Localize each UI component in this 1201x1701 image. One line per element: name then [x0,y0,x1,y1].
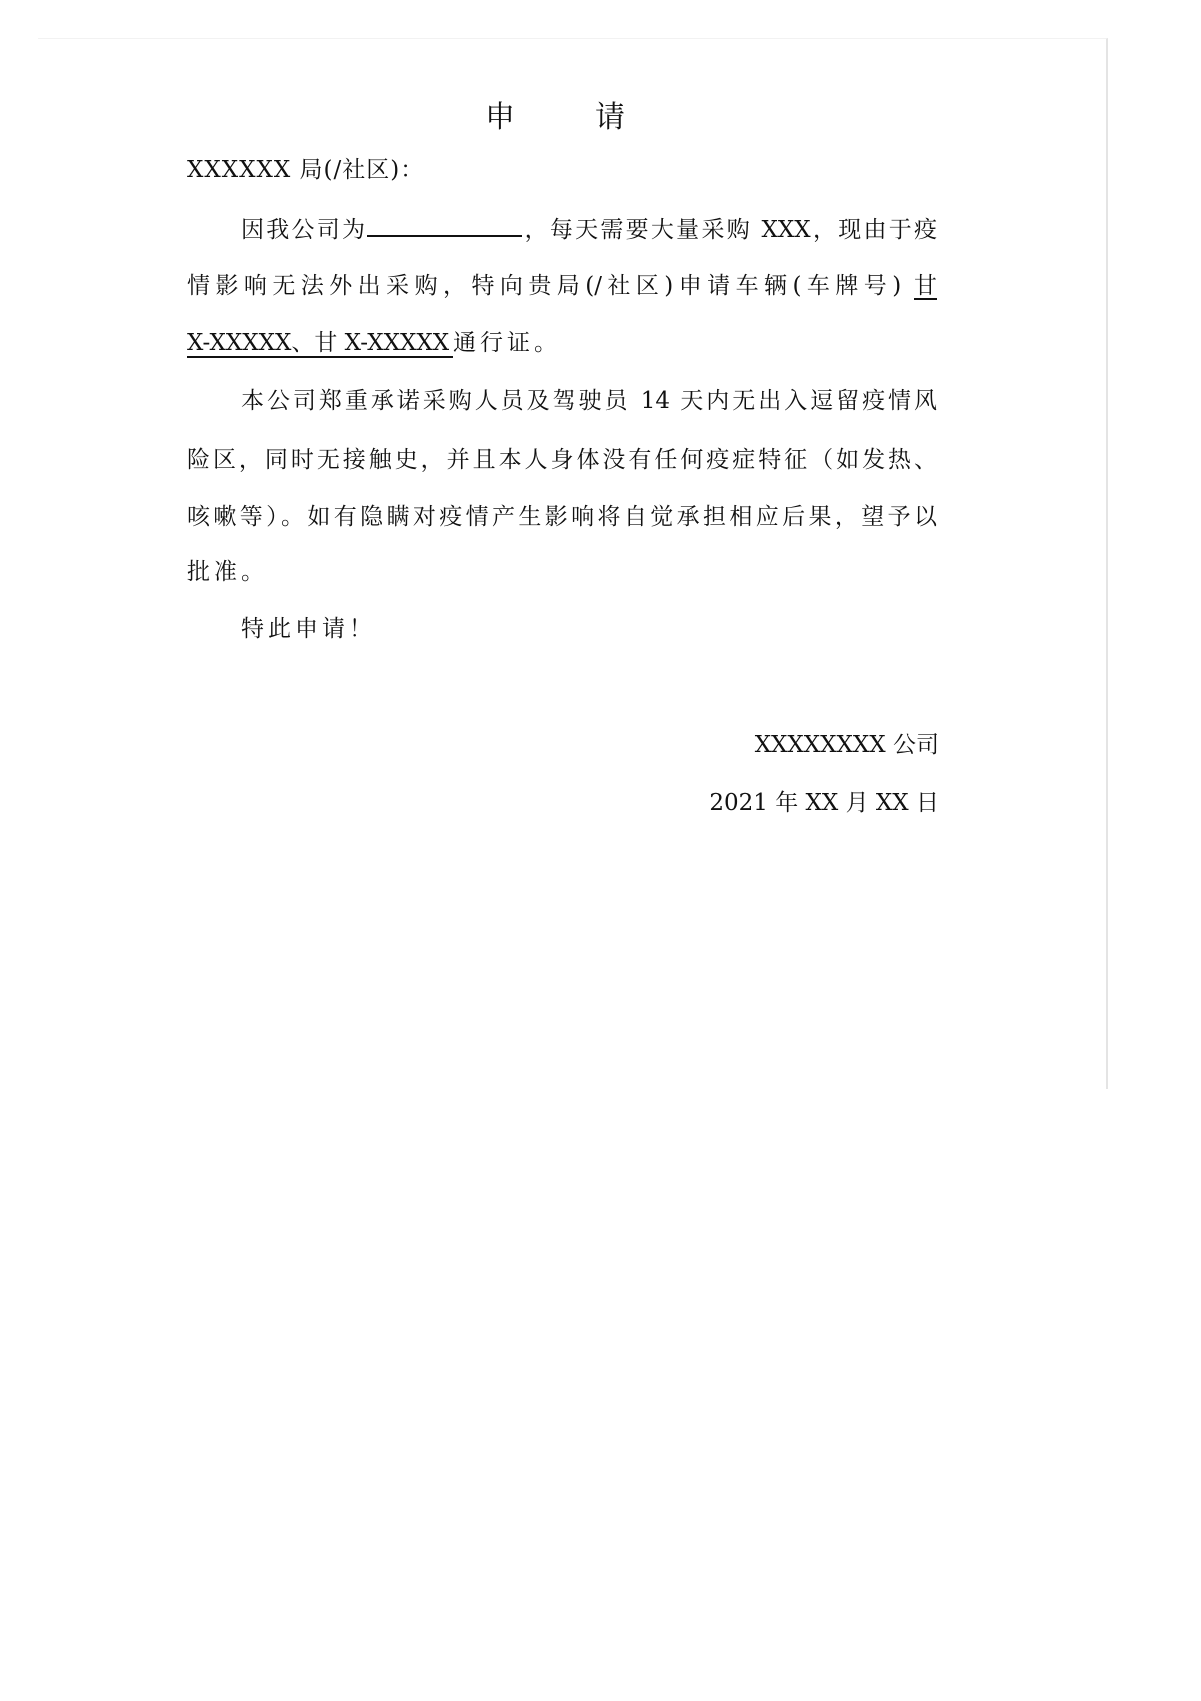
salutation: XXXXXX 局(/社区)： [187,157,425,183]
text: ，每天需要大量采购 XXX，现由于疫 [522,217,937,243]
plate-number: 甘 [914,273,937,299]
title-char: 申 [485,100,515,135]
document-title [0,92,1110,136]
closing: 特此申请！ [241,616,376,642]
text: 通行证。 [453,330,561,356]
para1-line3 [187,328,937,358]
title-char: 请 [595,100,625,135]
para2-line4: 批准。 [187,559,268,585]
text: 因我公司为 [241,217,368,243]
para2-line3: 咳嗽等）。如有隐瞒对疫情产生影响将自觉承担相应后果，望予以 [187,504,937,530]
text: 情影响无法外出采购，特向贵局(/社区)申请车辆(车牌号) [187,273,902,299]
plate-number: X-XXXXX、甘 X-XXXXX [187,330,473,356]
para1-line2 [187,271,937,301]
para2-line1: 本公司郑重承诺采购人员及驾驶员 14 天内无出入逗留疫情风 [241,388,937,414]
date: 2021 年 XX 月 XX 日 [709,790,939,816]
para1-line1 [187,213,937,245]
fill-in-blank [367,213,522,237]
para2-line2: 险区，同时无接触史，并且本人身体没有任何疫症特征（如发热、 [187,447,937,473]
company-name: XXXXXXXX 公司 [754,732,939,758]
